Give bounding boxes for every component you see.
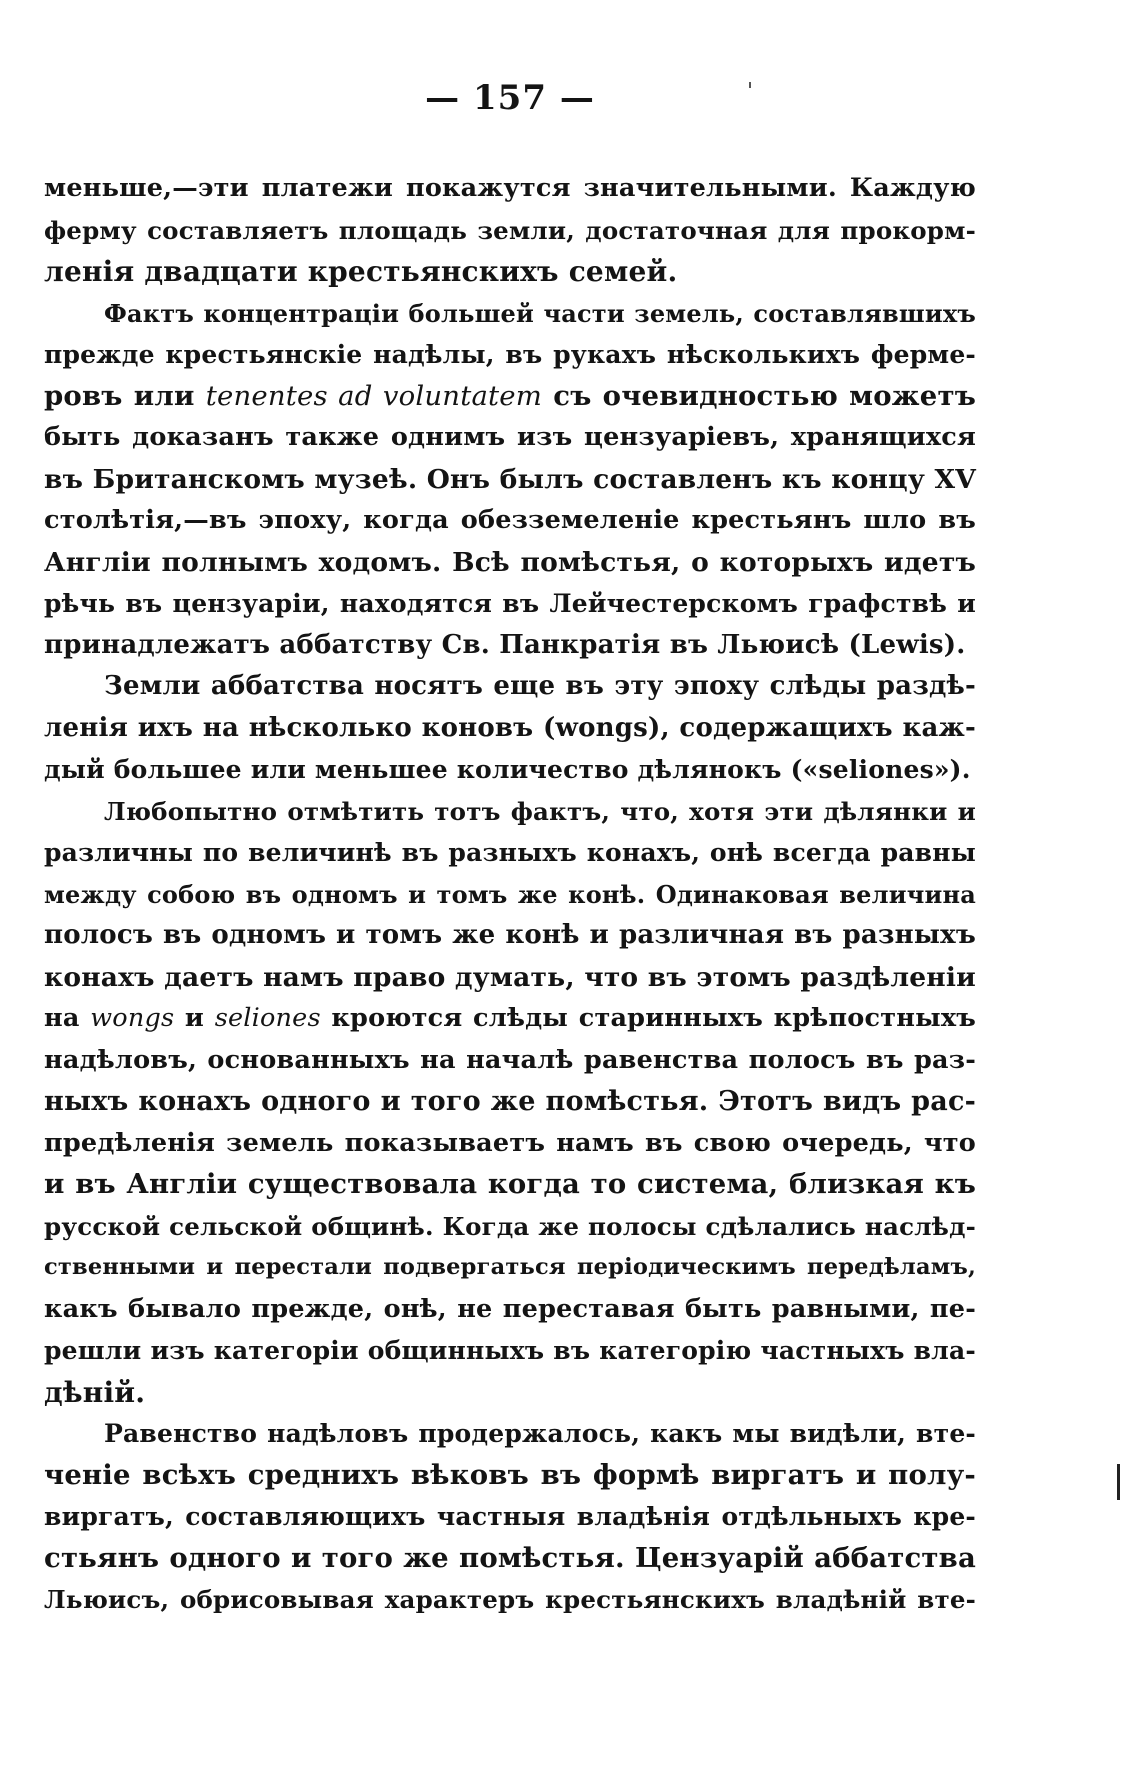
text-line: принадлежатъ аббатству Св. Панкратія въ Льюисѣ (Lewis).	[44, 629, 966, 660]
text-line: Любопытно отмѣтить тотъ фактъ, что, хотя эти дѣлянки и	[104, 796, 976, 826]
text-line: ленія ихъ на нѣсколько коновъ (wongs), содержащихъ каж-	[44, 712, 976, 743]
italic-term: seliones	[214, 1003, 321, 1033]
text-run: на	[44, 1003, 91, 1033]
text-line: ныхъ конахъ одного и того же помѣстья. Этотъ видъ рас-	[44, 1086, 976, 1117]
text-line: ственными и перестали подвергаться періодическимъ передѣламъ,	[44, 1254, 976, 1280]
text-line: полосъ въ одномъ и томъ же конѣ и различная въ разныхъ	[44, 920, 976, 950]
text-line: ченіе всѣхъ среднихъ вѣковъ въ формѣ виргатъ и полу-	[44, 1458, 976, 1491]
text-line: Льюисъ, обрисовывая характеръ крестьянскихъ владѣній вте-	[44, 1585, 976, 1614]
text-line: Фактъ концентраціи большей части земель, составлявшихъ	[104, 298, 976, 328]
text-line: Земли аббатства носятъ еще въ эту эпоху слѣды раздѣ-	[104, 671, 976, 701]
text-line	[44, 998, 976, 1040]
text-line: какъ бывало прежде, онѣ, не переставая быть равными, пе-	[44, 1293, 976, 1324]
text-line: русской сельской общинѣ. Когда же полосы сдѣлались наслѣд-	[44, 1211, 976, 1241]
margin-mark	[1117, 1464, 1120, 1500]
text-line: въ Британскомъ музеѣ. Онъ былъ составленъ къ концу XV	[44, 463, 976, 495]
text-line: рѣчь въ цензуаріи, находятся въ Лейчестерскомъ графствѣ и	[44, 589, 976, 618]
text-line: различны по величинѣ въ разныхъ конахъ, онѣ всегда равны	[44, 838, 976, 867]
text-line: решли изъ категоріи общинныхъ въ категорію частныхъ вла-	[44, 1336, 976, 1365]
text-run: кроются слѣды старинныхъ крѣпостныхъ	[320, 1003, 976, 1033]
text-run: и	[174, 1003, 215, 1033]
text-line: быть доказанъ также однимъ изъ цензуаріевъ, хранящихся	[44, 422, 976, 452]
text-line: Равенство надѣловъ продержалось, какъ мы видѣли, вте-	[104, 1419, 976, 1448]
text-line: дый большее или меньшее количество дѣлянокъ («seliones»).	[44, 755, 971, 784]
text-line: между собою въ одномъ и томъ же конѣ. Одинаковая величина	[44, 879, 976, 909]
text-run: съ очевидностью можетъ	[542, 379, 976, 412]
text-line: столѣтія,—въ эпоху, когда обезземеленіе крестьянъ шло въ	[44, 505, 976, 535]
text-line: прежде крестьянскіе надѣлы, въ рукахъ нѣсколькихъ ферме-	[44, 340, 976, 369]
text-line: и въ Англіи существовала когда то система, близкая къ	[44, 1168, 976, 1200]
body-text	[44, 168, 976, 1621]
text-run: ровъ или	[44, 379, 206, 412]
text-line: Англіи полнымъ ходомъ. Всѣ помѣстья, о которыхъ идетъ	[44, 546, 976, 578]
text-line: меньше,—эти платежи покажутся значительными. Каждую	[44, 173, 976, 203]
italic-term: tenentes ad voluntatem	[205, 379, 543, 412]
text-line: дѣній.	[44, 1375, 146, 1409]
text-line: виргатъ, составляющихъ частныя владѣнія отдѣльныхъ кре-	[44, 1502, 976, 1531]
text-line	[44, 376, 976, 418]
page-number: — 157 —	[425, 78, 595, 118]
text-line: конахъ даетъ намъ право думать, что въ этомъ раздѣленіи	[44, 961, 976, 993]
text-line: надѣловъ, основанныхъ на началѣ равенства полосъ въ раз-	[44, 1044, 976, 1075]
text-line: стьянъ одного и того же помѣстья. Цензуарій аббатства	[44, 1541, 976, 1574]
text-line: ленія двадцати крестьянскихъ семей.	[44, 255, 678, 288]
text-line: ферму составляетъ площадь земли, достаточная для прокорм-	[44, 215, 976, 245]
text-line: предѣленія земель показываетъ намъ въ свою очередь, что	[44, 1127, 976, 1158]
italic-term: wongs	[90, 1003, 175, 1033]
